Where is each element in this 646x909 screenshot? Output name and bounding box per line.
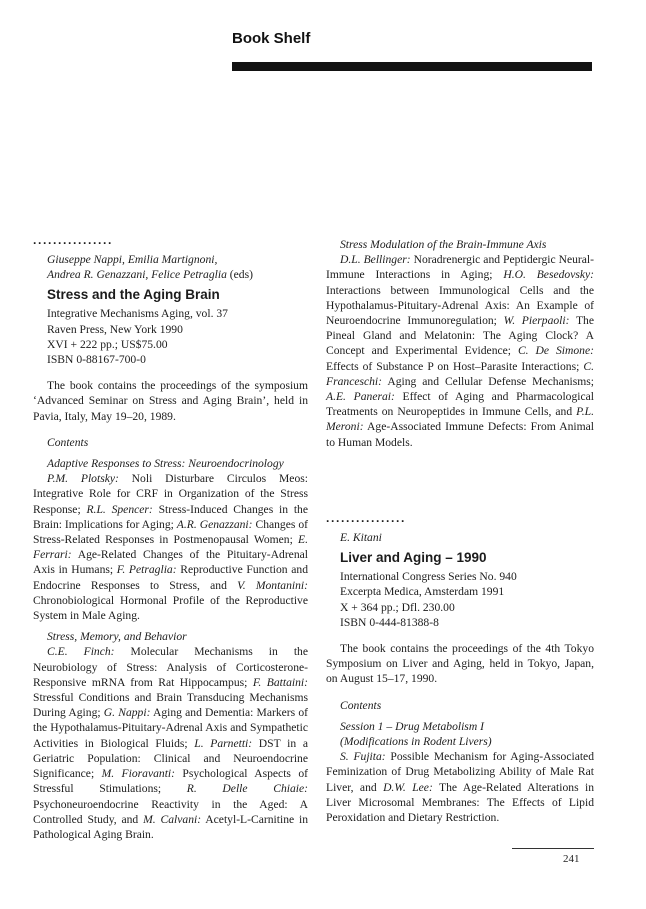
contributor: L. Parnetti: — [194, 736, 253, 750]
chapter-title: Stress-Induced Changes in the Brain: Implications for Aging; — [33, 502, 308, 531]
review-separator-dots: ················ — [33, 237, 113, 249]
contributor: V. Montanini: — [237, 578, 308, 592]
contents-section-body — [326, 252, 594, 450]
contents-label: Contents — [340, 698, 382, 712]
biblio-publisher: Raven Press, New York 1990 — [47, 322, 183, 336]
contributor: D.W. Lee: — [383, 780, 433, 794]
contributor: W. Pierpaoli: — [503, 314, 570, 328]
contributor: P.L. Meroni: — [326, 405, 594, 434]
review-liver-and-aging — [326, 515, 594, 825]
contributor: A.R. Genazzani: — [176, 517, 253, 531]
editors-names: Andrea R. Genazzani, Felice Petraglia — [47, 268, 227, 282]
chapter-title: Interactions between Immunological Cells and the Hypothalamus-Pituitary-Adrenal Axis: An Example of Neuroendocrine Immunoregulation; — [326, 283, 594, 328]
contents-section-body — [33, 471, 308, 623]
chapter-title: Acetyl-L-Carnitine in Pathological Aging Brain. — [33, 812, 309, 841]
chapter-title: Chronobiological Hormonal Profile of the Reproductive System in Male Aging. — [33, 593, 308, 623]
contents-section-heading: Stress Modulation of the Brain-Immune Axis — [340, 238, 547, 251]
contents-section-body — [326, 749, 594, 825]
chapter-title: Effect of Aging and Pharmacological Treatments on Neuropeptides in Immune Cells, and — [326, 390, 595, 419]
chapter-title: Psychoneuroendocrine Reactivity in the Aged: A Controlled Study, and — [33, 797, 308, 826]
biblio-pages-price: XVI + 222 pp.; US$75.00 — [47, 337, 168, 351]
chapter-title: Stressful Conditions and Brain Transducing Mechanisms During Aging; — [33, 691, 308, 720]
chapter-title: Reproductive Function and Endocrine Responses to Stress, and — [33, 563, 309, 592]
biblio-series: International Congress Series No. 940 — [340, 570, 517, 584]
contributor: P.M. Plotsky: — [47, 472, 119, 486]
editors-eds: (eds) — [226, 268, 253, 282]
contributor: S. Fujita: — [340, 750, 386, 764]
biblio-publisher: Excerpta Medica, Amsterdam 1991 — [340, 585, 505, 599]
contents-label: Contents — [47, 435, 89, 449]
chapter-title: Changes of Stress-Related Responses in Postmenopausal Women; — [33, 517, 308, 547]
chapter-title: The Pineal Gland and Melatonin: The Aging Clock? A Concept and Experimental Evidence; — [326, 314, 594, 358]
author-line: E. Kitani — [340, 531, 382, 544]
contents-session-heading: Session 1 – Drug Metabolism I — [340, 719, 484, 733]
chapter-title: Effects of Substance P on Host–Parasite Interactions; — [326, 359, 584, 373]
contributor: A.E. Panerai: — [326, 390, 395, 404]
page-number: 241 — [563, 853, 580, 865]
editors-line — [33, 267, 308, 282]
header-rule — [232, 62, 592, 71]
biblio-isbn: ISBN 0-88167-700-0 — [47, 353, 146, 367]
contributor: D.L. Bellinger: — [340, 253, 411, 267]
contents-section-heading: Adaptive Responses to Stress: Neuroendocrinology — [47, 457, 284, 471]
chapter-title: Aging and Cellular Defense Mechanisms; — [382, 374, 594, 388]
contents-session-subheading: (Modifications in Rodent Livers) — [340, 735, 492, 749]
editors-line: Giuseppe Nappi, Emilia Martignoni, — [47, 253, 218, 266]
review-stress-aging-brain-continued — [326, 237, 594, 450]
chapter-title: Possible Mechanism for Aging-Associated Feminization of Drug Metabolizing Ability of Male Rat Liver, and — [326, 750, 595, 794]
chapter-title: Aging and Dementia: Markers of the Hypothalamus-Pituitary-Adrenal Axis and Sympathetic Activities in Biological Fluids; — [33, 706, 308, 750]
chapter-title: Age-Associated Immune Defects: From Animal to Human Models. — [326, 420, 594, 449]
contributor: E. Ferrari: — [33, 533, 308, 562]
chapter-title: Age-Related Changes of the Pituitary-Adrenal Axis in Humans; — [33, 548, 308, 577]
biblio-pages-price: X + 364 pp.; Dfl. 230.00 — [340, 600, 455, 614]
biblio-series: Integrative Mechanisms Aging, vol. 37 — [47, 307, 228, 321]
biblio-isbn: ISBN 0-444-81388-8 — [340, 615, 439, 629]
book-description: The book contains the proceedings of the symposium ‘Advanced Seminar on Stress and Aging Brain’, held in Pavia, Italy, May 19–20, 1989. — [33, 379, 308, 423]
contributor: F. Battaini: — [252, 675, 308, 689]
contributor: R. Delle Chiaie: — [186, 782, 308, 796]
contents-section-heading: Stress, Memory, and Behavior — [47, 630, 187, 644]
contributor: M. Fioravanti: — [101, 767, 175, 781]
chapter-title: DST in a Geriatric Population: Clinical and Neuroendocrine Significance; — [33, 736, 308, 781]
chapter-title: Psychological Aspects of Stressful Stimulations; — [33, 767, 308, 796]
review-separator-dots: ················ — [326, 515, 406, 527]
review-stress-aging-brain — [33, 237, 308, 842]
contributor: G. Nappi: — [103, 706, 151, 720]
contributor: C. Franceschi: — [326, 359, 594, 388]
contributor: C. De Simone: — [517, 344, 594, 358]
book-title: Stress and the Aging Brain — [47, 287, 220, 303]
contents-section-body — [33, 644, 308, 842]
chapter-title: Noradrenergic and Peptidergic Neural-Immune Interactions in Aging; — [326, 253, 594, 282]
footer-rule — [512, 848, 594, 849]
contributor: F. Petraglia: — [116, 563, 177, 577]
book-description: The book contains the proceedings of the 4th Tokyo Symposium on Liver and Aging, held in Tokyo, Japan, on August 15–17, 1990. — [326, 642, 594, 686]
chapter-title: The Age-Related Alterations in Liver Microsomal Membranes: The Effects of Lipid Peroxidation and Dietary Restriction. — [326, 780, 595, 825]
book-title: Liver and Aging – 1990 — [340, 550, 487, 566]
section-title: Book Shelf — [232, 30, 311, 47]
contributor: C.E. Finch: — [47, 645, 115, 659]
contributor: M. Calvani: — [143, 812, 202, 826]
chapter-title: Molecular Mechanisms in the Neurobiology of Stress: Analysis of Corticosterone-Responsive mRNA from Rat Hippocampus; — [33, 645, 308, 689]
contributor: R.L. Spencer: — [86, 502, 153, 516]
contributor: H.O. Besedovsky: — [503, 268, 595, 282]
chapter-title: Noli Disturbare Circulos Meos: Integrative Role for CRF in Organization of the Stress Response; — [33, 472, 308, 516]
